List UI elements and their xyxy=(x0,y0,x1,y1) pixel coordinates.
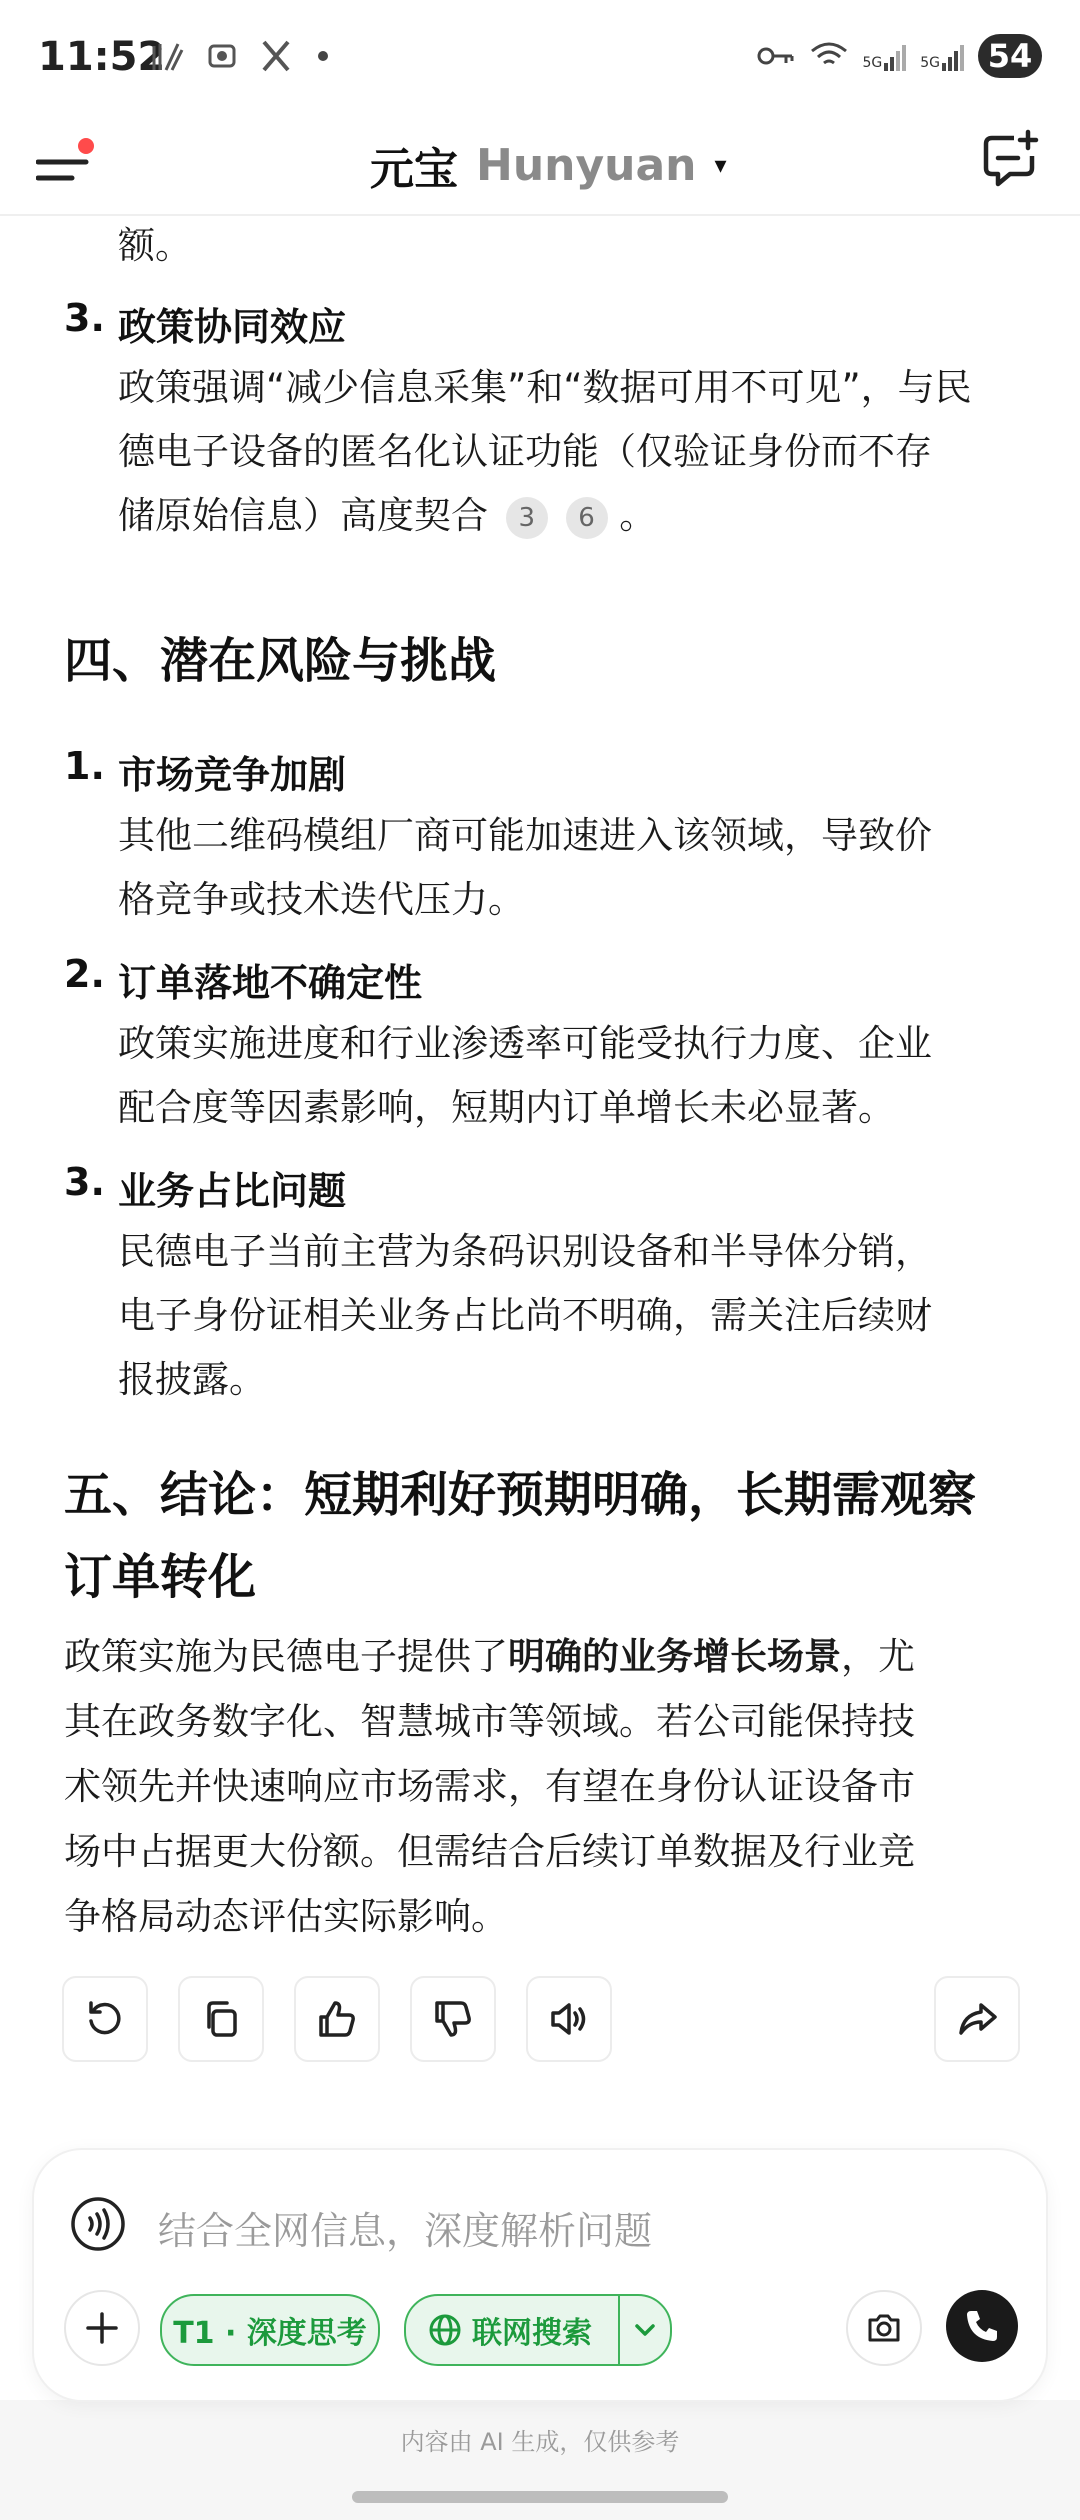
voice-call-button[interactable] xyxy=(946,2290,1018,2362)
message-actions xyxy=(62,1976,1020,2060)
section-heading: 订单转化 xyxy=(64,1549,257,1605)
chevron-down-icon: ▾ xyxy=(714,151,727,179)
phone-icon xyxy=(963,2307,1001,2345)
notification-icons xyxy=(148,36,328,76)
risk-line: 民德电子当前主营为条码识别设备和半导体分销， xyxy=(118,1230,932,1273)
regenerate-button[interactable] xyxy=(62,1976,148,2062)
item-line-with-citations xyxy=(118,484,1018,548)
risk-line: 格竞争或技术迭代压力。 xyxy=(118,878,525,921)
share-icon xyxy=(955,1997,999,2041)
bold-phrase: 明确的业务增长场景 xyxy=(508,1635,841,1678)
risk-line: 电子身份证相关业务占比尚不明确，需关注后续财 xyxy=(118,1294,932,1337)
camera-button[interactable] xyxy=(846,2290,922,2366)
model-name: Hunyuan xyxy=(476,139,697,191)
item-line-end: 。 xyxy=(619,494,657,537)
ai-disclaimer: 内容由 AI 生成，仅供参考 xyxy=(400,2428,680,2456)
app-title: 元宝 xyxy=(370,144,458,195)
model-selector[interactable] xyxy=(370,130,727,200)
web-search-label: 联网搜索 xyxy=(472,2316,592,2351)
new-chat-icon xyxy=(978,128,1042,192)
new-chat-button[interactable] xyxy=(978,128,1042,192)
risk-line: 政策实施进度和行业渗透率可能受执行力度、企业 xyxy=(118,1022,932,1065)
menu-button[interactable] xyxy=(36,138,100,198)
web-search-options[interactable] xyxy=(620,2296,670,2364)
status-time: 11:52 xyxy=(38,34,166,80)
wifi-icon xyxy=(808,39,850,73)
signal-bars-icon xyxy=(884,41,908,71)
more-notifications-dot xyxy=(318,51,328,61)
speaker-icon xyxy=(547,1997,591,2041)
signal-5g-1: 5G xyxy=(862,41,908,71)
conclusion-line: 术领先并快速响应市场需求，有望在身份认证设备市 xyxy=(64,1765,915,1808)
section-heading: 四、潜在风险与挑战 xyxy=(64,633,497,689)
web-search-toggle[interactable] xyxy=(404,2294,672,2366)
key-icon xyxy=(756,41,796,71)
voice-wave-icon xyxy=(70,2196,126,2252)
read-aloud-button[interactable] xyxy=(526,1976,612,2062)
prev-fragment: 额。 xyxy=(118,224,192,267)
citation-badge[interactable]: 6 xyxy=(566,497,608,539)
x-app-icon xyxy=(256,36,296,76)
conclusion-line: 其在政务数字化、智慧城市等领域。若公司能保持技 xyxy=(64,1700,915,1743)
message-input[interactable]: 结合全网信息，深度解析问题 xyxy=(158,2209,653,2253)
signal-bars-icon xyxy=(942,41,966,71)
item-number: 3. xyxy=(64,296,105,340)
chevron-down-icon xyxy=(632,2317,658,2343)
risk-title: 市场竞争加剧 xyxy=(118,753,347,797)
copy-icon xyxy=(199,1997,243,2041)
plus-icon xyxy=(82,2308,122,2348)
app-header xyxy=(0,120,1080,216)
risk-number: 3. xyxy=(64,1160,105,1204)
risk-line: 配合度等因素影响，短期内订单增长未必显著。 xyxy=(118,1086,895,1129)
signal-5g-2: 5G xyxy=(920,41,966,71)
risk-line: 报披露。 xyxy=(118,1358,266,1401)
globe-icon xyxy=(428,2313,462,2347)
item-line: 储原始信息）高度契合 xyxy=(118,494,488,537)
conclusion-line: 政策实施为民德电子提供了明确的业务增长场景，尤 xyxy=(64,1635,915,1678)
home-indicator[interactable] xyxy=(352,2491,728,2503)
status-bar xyxy=(0,0,1080,120)
section-heading: 五、结论：短期利好预期明确，长期需观察 xyxy=(64,1467,977,1523)
deep-think-toggle[interactable]: T1 · 深度思考 xyxy=(160,2294,380,2366)
risk-title: 业务占比问题 xyxy=(118,1169,347,1213)
dislike-button[interactable] xyxy=(410,1976,496,2062)
share-button[interactable] xyxy=(934,1976,1020,2062)
notification-dot xyxy=(78,138,94,154)
risk-number: 2. xyxy=(64,952,105,996)
app-notification-icon xyxy=(148,36,188,76)
camera-notification-icon xyxy=(202,36,242,76)
conclusion-line: 争格局动态评估实际影响。 xyxy=(64,1895,508,1938)
web-search-main[interactable] xyxy=(406,2296,620,2364)
risk-number: 1. xyxy=(64,744,105,788)
like-button[interactable] xyxy=(294,1976,380,2062)
copy-button[interactable] xyxy=(178,1976,264,2062)
add-attachment-button[interactable] xyxy=(64,2290,140,2366)
item-line: 政策强调“减少信息采集”和“数据可用不可见”，与民 xyxy=(118,366,972,409)
citation-badge[interactable]: 3 xyxy=(506,497,548,539)
chat-content[interactable] xyxy=(0,214,1080,2174)
risk-line: 其他二维码模组厂商可能加速进入该领域，导致价 xyxy=(118,814,932,857)
item-title: 政策协同效应 xyxy=(118,305,347,349)
risk-title: 订单落地不确定性 xyxy=(118,961,423,1005)
item-line: 德电子设备的匿名化认证功能（仅验证身份而不存 xyxy=(118,430,932,473)
thumbs-down-icon xyxy=(431,1997,475,2041)
status-right xyxy=(756,34,1042,78)
conclusion-line: 场中占据更大份额。但需结合后续订单数据及行业竞 xyxy=(64,1830,915,1873)
camera-icon xyxy=(864,2308,904,2348)
chat-input-card xyxy=(34,2150,1046,2400)
thumbs-up-icon xyxy=(315,1997,359,2041)
battery-indicator: 54 xyxy=(978,34,1042,78)
refresh-icon xyxy=(83,1997,127,2041)
voice-input-button[interactable] xyxy=(70,2196,126,2252)
